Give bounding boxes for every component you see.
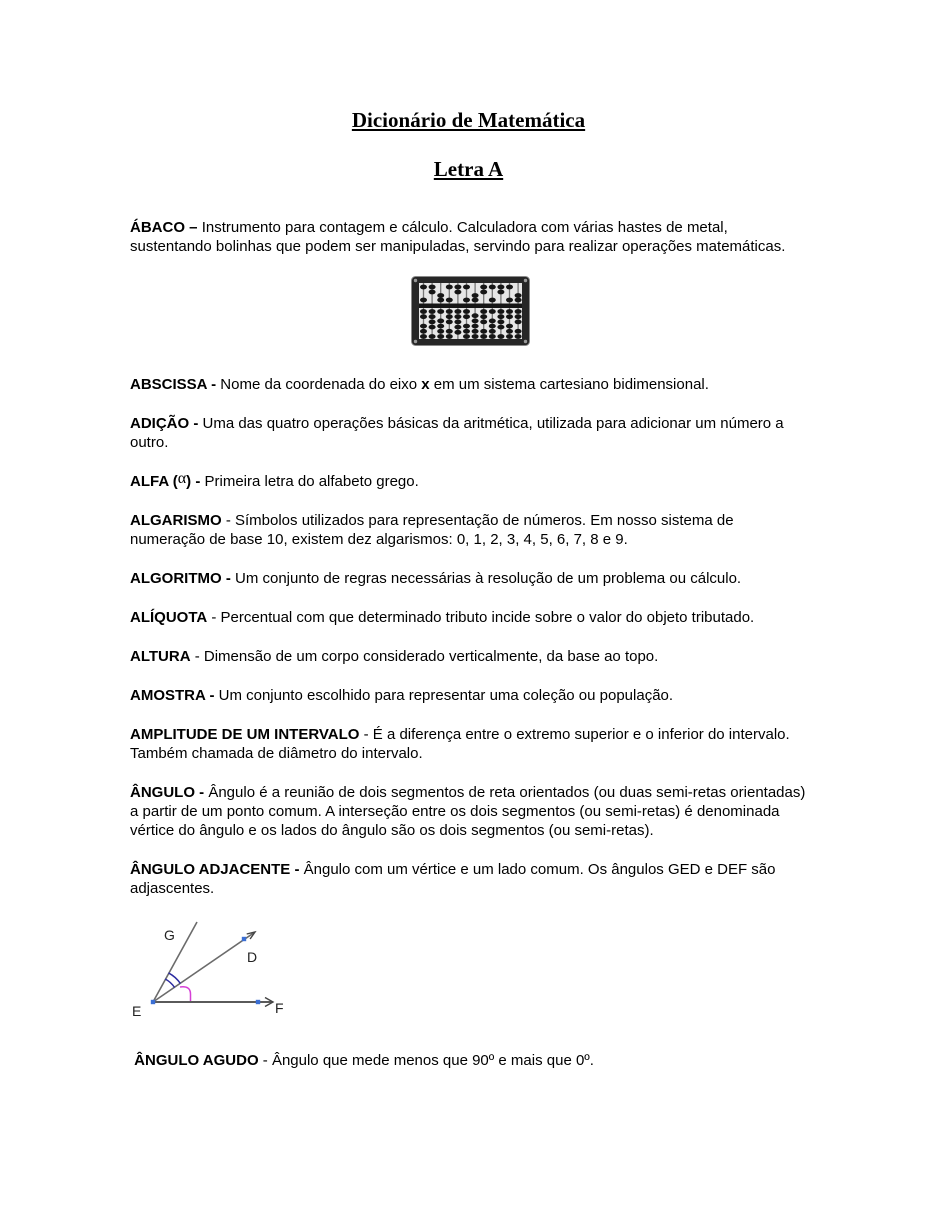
entry-text: Um conjunto de regras necessárias à resolução de um problema ou cálculo. [235,570,742,587]
point-f [256,1000,260,1004]
angle-diagram-figure [130,918,810,1027]
entry-text: α [177,470,187,487]
entry-text: - Dimensão de um corpo considerado verticalmente, da base ao topo. [190,648,659,665]
entry-term: AMOSTRA - [130,687,219,704]
entry-term: ÂNGULO ADJACENTE - [130,861,304,878]
entry-text: Ângulo com um vértice e um lado comum. Os ângulos GED e DEF são adjascentes. [130,861,776,897]
entry-text: - Ângulo que mede menos que 90º e mais que 0º. [258,1052,594,1069]
point-e [151,1000,155,1004]
entry-term: ÂNGULO AGUDO [130,1052,259,1069]
entry-text: Uma das quatro operações básicas da aritmética, utilizada para adicionar um número a outro. [130,415,784,451]
entry-text: - Percentual com que determinado tributo incide sobre o valor do objeto tributado. [207,609,755,626]
definition-entry [130,569,810,588]
definition-entry [130,608,810,627]
diagram-label-f: F [275,1000,284,1016]
entry-term: ALÍQUOTA [130,609,208,626]
entry-term: ADIÇÃO - [130,415,203,432]
angle-arc-ged-inner [165,979,174,988]
entry-term: ÂNGULO - [130,784,209,801]
entry-text: - É a diferença entre o extremo superior e o inferior do intervalo. Também chamada de diâmetro do intervalo. [130,726,790,762]
entry-term: ALTURA [130,648,191,665]
definition-entry [130,860,810,898]
definition-entry [130,414,810,452]
angle-mark-def [180,987,191,1001]
definition-entry [130,686,810,705]
definition-entry [130,218,810,256]
entry-term: ÁBACO – [130,219,202,236]
definition-entry [130,375,810,394]
entry-text: Nome da coordenada do eixo [220,376,422,393]
diagram-label-e: E [132,1003,142,1019]
entry-text: Instrumento para contagem e cálculo. Calculadora com várias hastes de metal, sustentando bolinhas que podem ser manipuladas, servindo para realizar operações matemáticas. [130,219,786,255]
abacus-figure [130,276,810,351]
entry-term: ) - [186,473,205,490]
angle-diagram [130,918,300,1022]
definition-entry [130,1051,810,1070]
definition-entry [130,725,810,763]
definition-entry [130,783,810,840]
definition-entry [130,511,810,549]
entry-term: ALFA ( [130,473,178,490]
entry-text: Um conjunto escolhido para representar uma coleção ou população. [218,687,674,704]
abacus-image [411,276,530,346]
entry-term: x [421,376,430,393]
diagram-label-g: G [164,927,175,943]
entry-term: ALGARISMO [130,512,222,529]
definition-entry [130,472,810,491]
page-title: Dicionário de Matemática [351,108,586,132]
definition-entry [130,647,810,666]
entry-term: ABSCISSA - [130,376,221,393]
entry-text: Ângulo é a reunião de dois segmentos de reta orientados (ou duas semi-retas orientadas) a partir de um ponto comum. A interseção entre os dois segmentos (ou semi-retas) é denominada vértice do ângulo e os lados do ângulo são os dois segmentos (ou semi-retas). [130,784,806,839]
entry-term: AMPLITUDE DE UM INTERVALO [130,726,360,743]
entry-text: Primeira letra do alfabeto grego. [204,473,419,490]
diagram-label-d: D [247,949,258,965]
point-d [242,937,246,941]
entry-term: ALGORITMO - [130,570,235,587]
page-subtitle: Letra A [433,157,504,181]
entry-text: em um sistema cartesiano bidimensional. [429,376,709,393]
entry-text: - Símbolos utilizados para representação de números. Em nosso sistema de numeração de base 10, existem dez algarismos: 0, 1, 2, 3, 4, 5, 6, 7, 8 e 9. [130,512,734,548]
definition-list [130,181,810,1070]
